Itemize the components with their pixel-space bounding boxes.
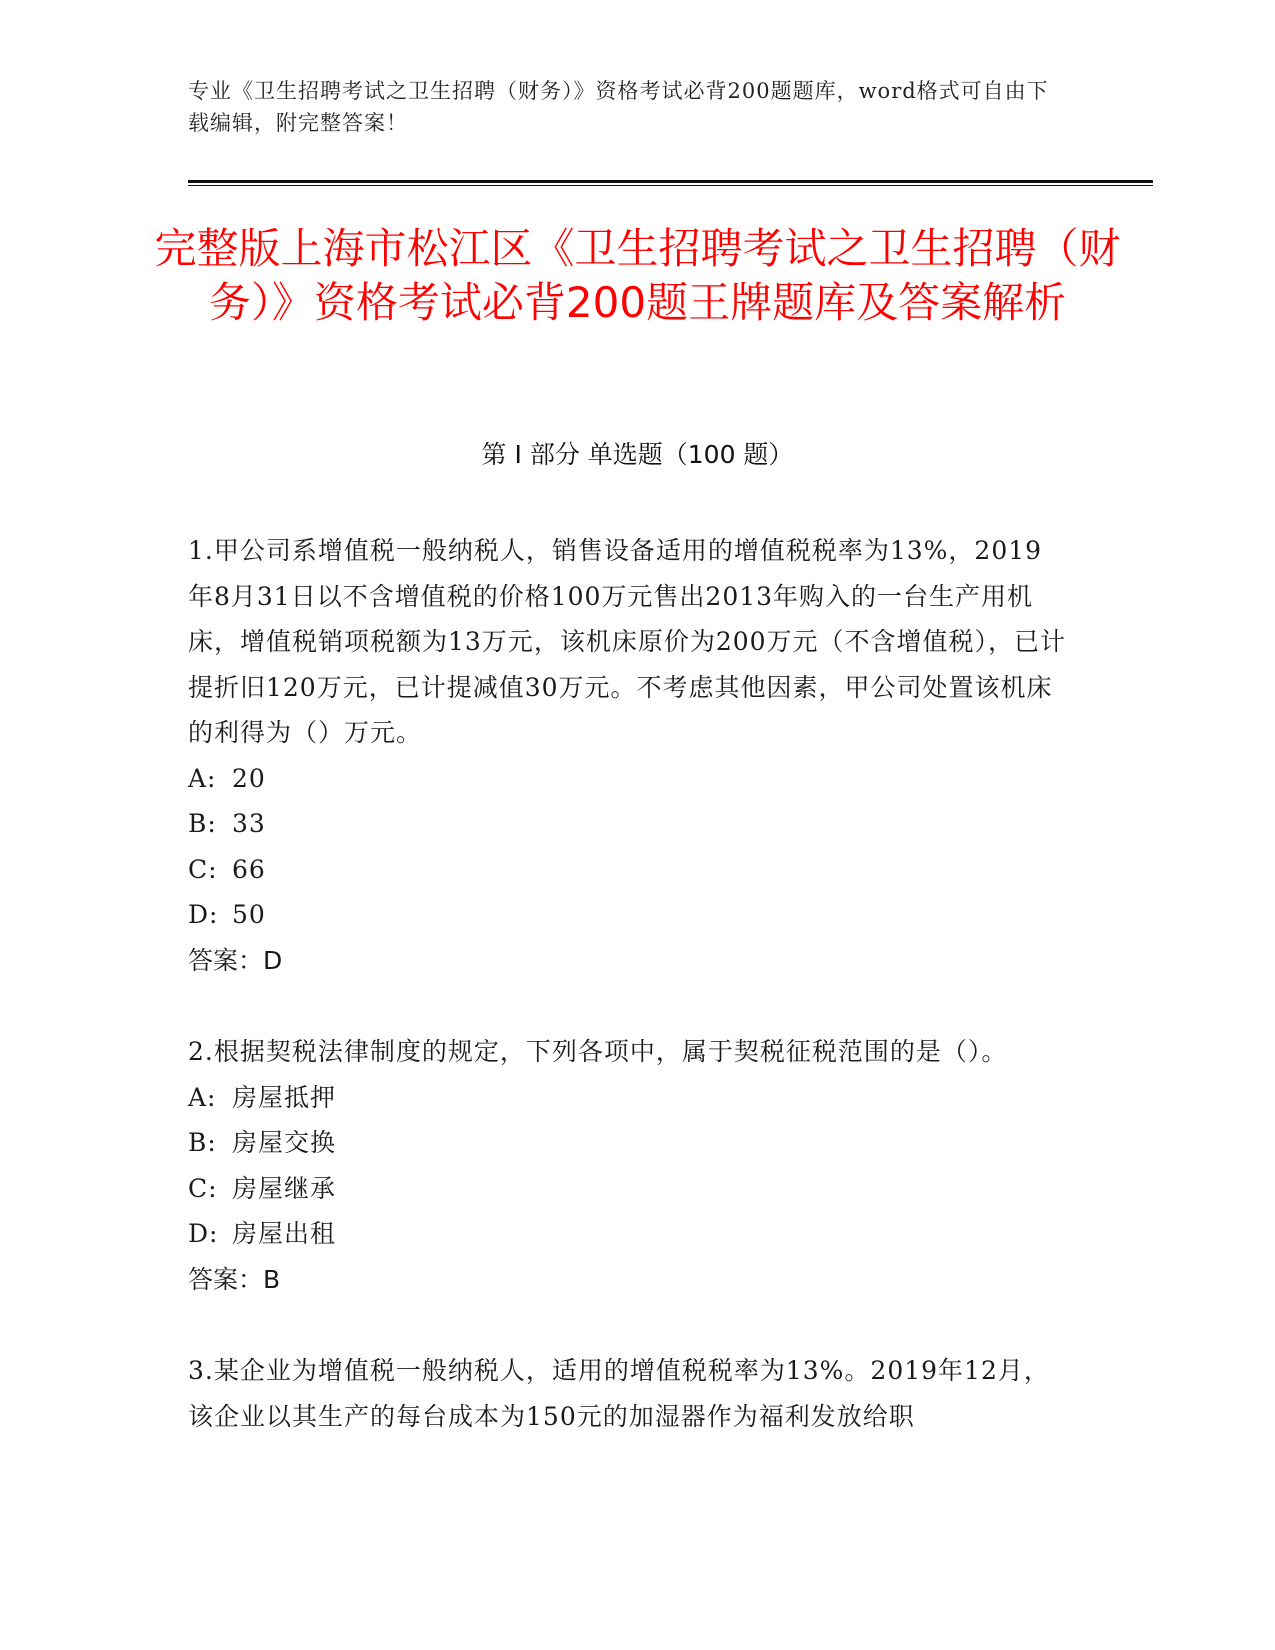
option-key: A: [188,1082,217,1112]
option-c [188,1166,1068,1212]
option-key: D: [188,1219,219,1248]
option-d [188,892,1068,938]
option-key: A: [188,763,217,793]
option-key: C: [188,1173,218,1203]
option-b [188,1120,1068,1166]
option-d [188,1211,1068,1257]
question-2 [188,1029,1068,1302]
option-text: 20 [232,763,266,793]
header-divider-thick [188,180,1153,183]
option-text: 房屋交换 [232,1128,337,1157]
header-divider-thin [188,185,1153,186]
option-key: C: [188,854,218,884]
option-text: 50 [232,900,266,929]
question-stem: 1.甲公司系增值税一般纳税人，销售设备适用的增值税税率为13%，2019年8月31日以不含增值税的价格100万元售出2013年购入的一台生产用机床，增值税销项税额为13万元，该机床原价为200万元（不含增值税），已计提折旧120万元，已计提减值30万元。不考虑其他因素，甲公司处置该机床的利得为（）万元。 [188,536,1067,747]
option-text: 33 [232,809,266,838]
section-heading: 第 I 部分 单选题（100 题） [481,440,794,469]
option-a [188,1075,1068,1121]
option-text: 房屋继承 [232,1173,337,1203]
answer: 答案：B [188,1264,281,1294]
question-3 [188,1348,1068,1439]
option-text: 房屋出租 [232,1219,337,1248]
question-1 [188,528,1068,983]
option-text: 66 [232,854,266,884]
option-key: D: [188,900,219,929]
option-key: B: [188,1128,217,1157]
option-b [188,801,1068,847]
option-a [188,756,1068,802]
question-stem: 3.某企业为增值税一般纳税人，适用的增值税税率为13%。2019年12月，该企业以其生产的每台成本为150元的加湿器作为福利发放给职 [188,1356,1050,1431]
header-note: 专业《卫生招聘考试之卫生招聘（财务）》资格考试必背200题题库，word格式可自由下载编辑，附完整答案！ [188,79,1049,135]
question-list [188,528,1068,1485]
option-text: 房屋抵押 [232,1082,337,1112]
option-c [188,847,1068,893]
question-stem: 2.根据契税法律制度的规定，下列各项中，属于契税征税范围的是（）。 [188,1037,1008,1066]
option-key: B: [188,809,217,838]
answer: 答案：D [188,945,283,975]
document-title: 完整版上海市松江区《卫生招聘考试之卫生招聘（财务）》资格考试必背200题王牌题库及答案解析 [154,224,1121,327]
